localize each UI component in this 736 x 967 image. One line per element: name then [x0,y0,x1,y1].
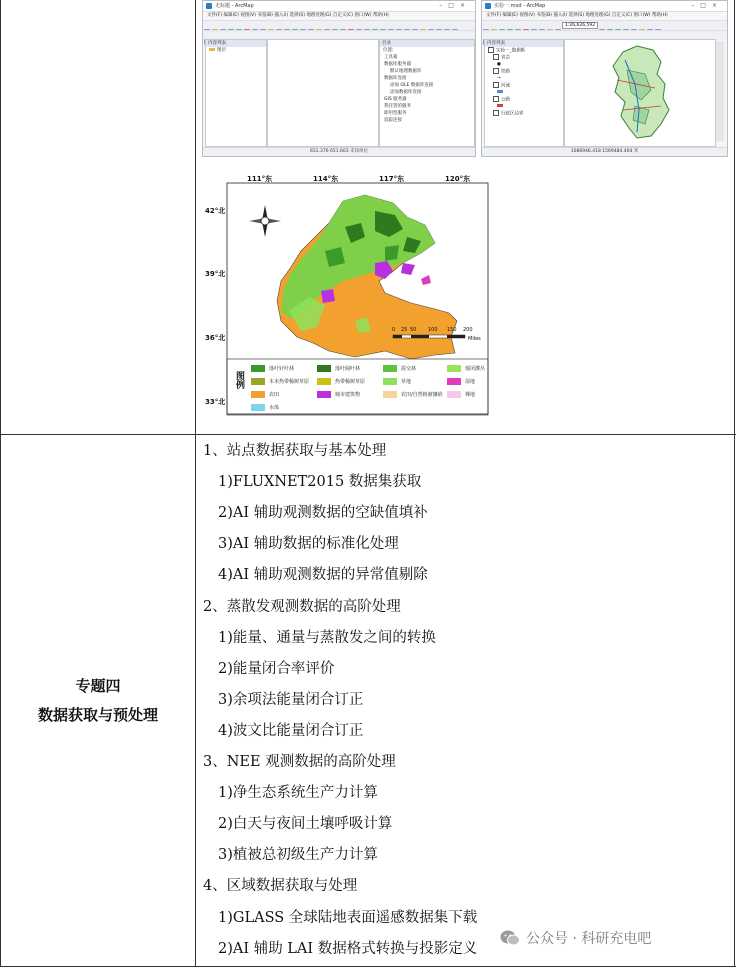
section-item: 3)AI 辅助数据的标准化处理 [218,536,399,553]
map-canvas [564,39,716,147]
longitude-label: 114°东 [313,175,339,183]
legend-label: 郁闭灌丛 [465,366,486,372]
legend-item [317,391,360,398]
scale-tick-label: 0 [392,327,396,333]
legend-label: 裸地 [465,392,476,398]
legend-label: 农田/自然植被镶嵌 [401,392,443,398]
table-right-border [734,0,735,967]
scale-tick-label: 100 [428,327,438,333]
legend-swatch [251,391,265,398]
legend-swatch [317,378,331,385]
section-item: 2)能量闭合率评价 [218,660,335,677]
section-item: 2)白天与夜间土壤呼吸计算 [218,816,393,833]
legend-swatch [251,365,265,372]
toc-item: 省会 [485,54,563,61]
section-item: 1)FLUXNET2015 数据集获取 [218,474,422,491]
toolbar [203,20,475,30]
legend-label: 水体 [269,405,280,411]
window-controls: –□× [439,2,471,9]
wechat-icon [500,929,520,947]
topic-cell [1,435,195,966]
legend-swatch [317,391,331,398]
legend-item [251,365,294,372]
legend-swatch [383,365,397,372]
scale-tick-label: 25 [401,327,408,333]
legend-swatch [447,391,461,398]
legend-swatch [251,378,265,385]
section-item: 1)GLASS 全球陆地表面遥感数据集下载 [218,909,478,926]
latitude-label: 36°北 [205,334,226,342]
window-title: 实验一.mxd - ArcMap [494,3,546,9]
toolbar [482,20,727,30]
catalog-item: 追踪连接 [384,118,402,123]
legend-item [383,365,416,372]
section-item: 2)AI 辅助观测数据的空缺值填补 [218,505,428,522]
legend-label: 农田 [269,392,280,398]
section-item: 1)净生态系统生产力计算 [218,785,378,802]
scale-bar [393,335,465,338]
legend-label: 落叶针叶林 [269,366,295,372]
catalog-list [380,54,474,124]
arcmap-screenshot-right [481,0,728,157]
toc-symbol: ● [497,62,501,67]
toc-item: 实验一_数据框 [485,47,563,54]
section-item: 2)AI 辅助 LAI 数据格式转换与投影定义 [218,940,478,957]
legend-item [251,404,279,411]
section-heading: 2、蒸散发观测数据的高阶处理 [203,598,401,615]
scale-unit: Miles [468,336,481,342]
legend-item [383,391,443,398]
table-column-divider [195,0,196,967]
scale-tick-label: 150 [447,327,457,333]
layer-folder-icon [209,48,215,51]
legend-label: 草地 [401,379,412,385]
toc-item: 公路 [485,96,563,103]
legend-label: 混交林 [401,366,417,372]
latitude-label: 39°北 [205,270,226,278]
catalog-item: GIS 服务器 [384,97,407,102]
toc-header: 内容列表 [485,40,563,47]
toc-item: 河流 [485,82,563,89]
toc-panel [484,39,564,147]
section-item: 3)余项法能量闭合订正 [218,691,364,708]
legend-label: 落叶阔叶林 [335,366,361,372]
menu-bar: 文件(F) 编辑(E) 视图(V) 书签(B) 插入(I) 选择(S) 地理处理(G) 自定义(C) 窗口(W) 帮助(H) [203,12,475,20]
scale-tick-label: 200 [463,327,473,333]
catalog-item: 添加 OLE 数据库连接 [390,83,434,88]
toc-item: 铁路 [485,68,563,75]
section-heading: 1、站点数据获取与基本处理 [203,443,387,459]
topic-title: 数据获取与预处理 [37,705,158,724]
section-item: 1)能量、通量与蒸散发之间的转换 [218,629,436,646]
legend-label: 湿地 [465,379,476,385]
catalog-panel [379,39,475,147]
catalog-item: 数据库服务器 [384,62,411,67]
status-bar: 1086946.418 1569484.404 米 [482,147,727,156]
legend-swatch [447,378,461,385]
legend-label: 热带稀树草原 [335,379,366,385]
map-canvas [267,39,379,147]
catalog-location: 位置: [383,48,394,53]
arcmap-screenshot-left [202,0,476,157]
menu-bar: 文件(F) 编辑(E) 视图(V) 书签(B) 插入(I) 选择(S) 地理处理(G) 自定义(C) 窗口(W) 帮助(H) [482,12,727,20]
toc-item: 行政区边界 [485,110,563,117]
land-cover-map [205,171,490,416]
toc-panel [205,39,267,147]
legend-label: 城市建筑物 [335,392,361,398]
toc-symbol: → [497,76,501,81]
window-controls: –□× [691,2,723,9]
legend-item [383,378,411,385]
legend-item [251,391,279,398]
catalog-header: 目录 [380,40,474,47]
section-item: 3)植被总初级生产力计算 [218,847,378,864]
arcmap-app-icon [485,3,491,9]
legend-title: 图例 [234,371,244,389]
legend-swatch [251,404,265,411]
catalog-item: 添加数据库连接 [390,90,422,95]
catalog-item: 工具箱 [384,55,398,60]
legend-item [317,365,360,372]
scrollbar [716,41,724,141]
toc-header: 内容列表 [206,40,266,47]
arcmap-app-icon [206,3,212,9]
scale-tick-label: 50 [410,327,417,333]
window-title: 无标题 - ArcMap [215,3,254,9]
latitude-label: 33°北 [205,398,226,406]
watermark-text: 公众号 · 科研充电吧 [526,931,652,947]
legend-swatch [383,378,397,385]
window-title-bar [203,1,475,12]
legend-item [251,378,309,385]
toc-symbol [485,103,563,110]
legend-swatch [383,391,397,398]
scale-box: 1:26,626,592 [562,22,598,29]
catalog-item: 即用型服务 [384,111,407,116]
province-map-preview [565,40,715,146]
catalog-item: 我托管的服务 [384,104,411,109]
status-bar: 651.376 651.603 未知单位 [203,147,475,156]
catalog-item: 默认地理数据库 [390,69,422,74]
legend-item [317,378,365,385]
section-heading: 3、NEE 观测数据的高阶处理 [203,754,396,770]
legend-item [447,378,475,385]
toc-symbol [485,89,563,96]
longitude-label: 120°东 [445,175,471,183]
section-item: 4)AI 辅助观测数据的异常值剔除 [218,567,428,584]
watermark [500,927,651,949]
legend-swatch [317,365,331,372]
topic-number: 专题四 [75,676,121,695]
section-item: 4)波文比能量闭合订正 [218,722,364,739]
catalog-item: 数据库连接 [384,76,407,81]
toc-layer: 图层 [206,47,266,54]
longitude-label: 117°东 [379,175,405,183]
section-heading: 4、区域数据获取与处理 [203,878,358,895]
legend-item [447,391,475,398]
latitude-label: 42°北 [205,207,226,215]
longitude-label: 111°东 [247,175,273,183]
legend-item [447,365,485,372]
window-title-bar [482,1,727,12]
legend-swatch [447,365,461,372]
legend-label: 木本热带稀树草原 [269,379,310,385]
